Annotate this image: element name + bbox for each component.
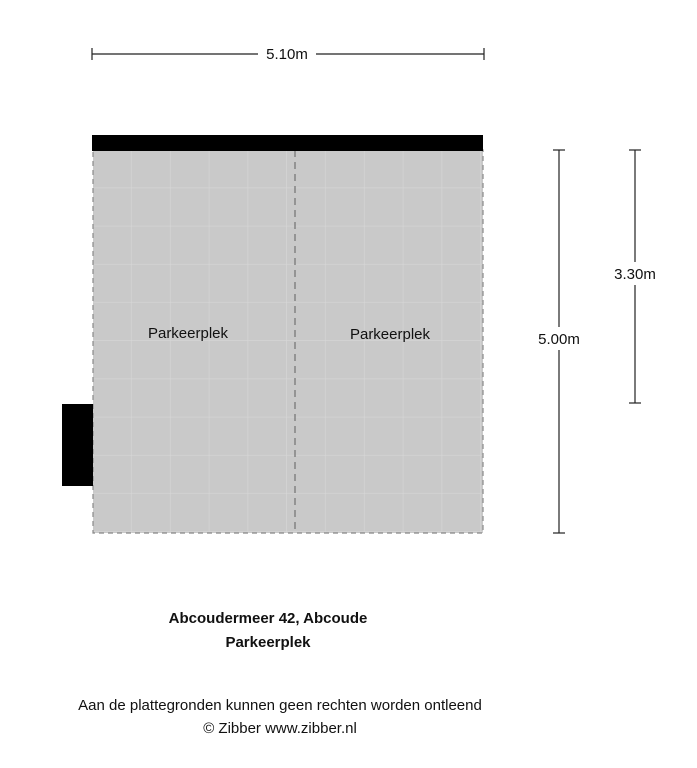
- depth-dimension: [538, 150, 580, 533]
- disclaimer-text: Aan de plattegronden kunnen geen rechten worden ontleend: [78, 697, 482, 714]
- partial-depth-dimension: [614, 150, 656, 403]
- top-wall: [92, 135, 483, 151]
- address-title: Abcoudermeer 42, Abcoude: [168, 610, 368, 627]
- copyright-text: © Zibber www.zibber.nl: [203, 720, 357, 737]
- width-dimension: [92, 46, 484, 63]
- side-block: [62, 404, 93, 486]
- space-label-right: Parkeerplek: [349, 326, 431, 343]
- partial-depth-label: 3.30m: [614, 266, 656, 283]
- width-label: 5.10m: [266, 46, 308, 63]
- space-label-left: Parkeerplek: [147, 325, 229, 342]
- depth-label: 5.00m: [538, 331, 580, 348]
- floor-title: Parkeerplek: [225, 634, 311, 651]
